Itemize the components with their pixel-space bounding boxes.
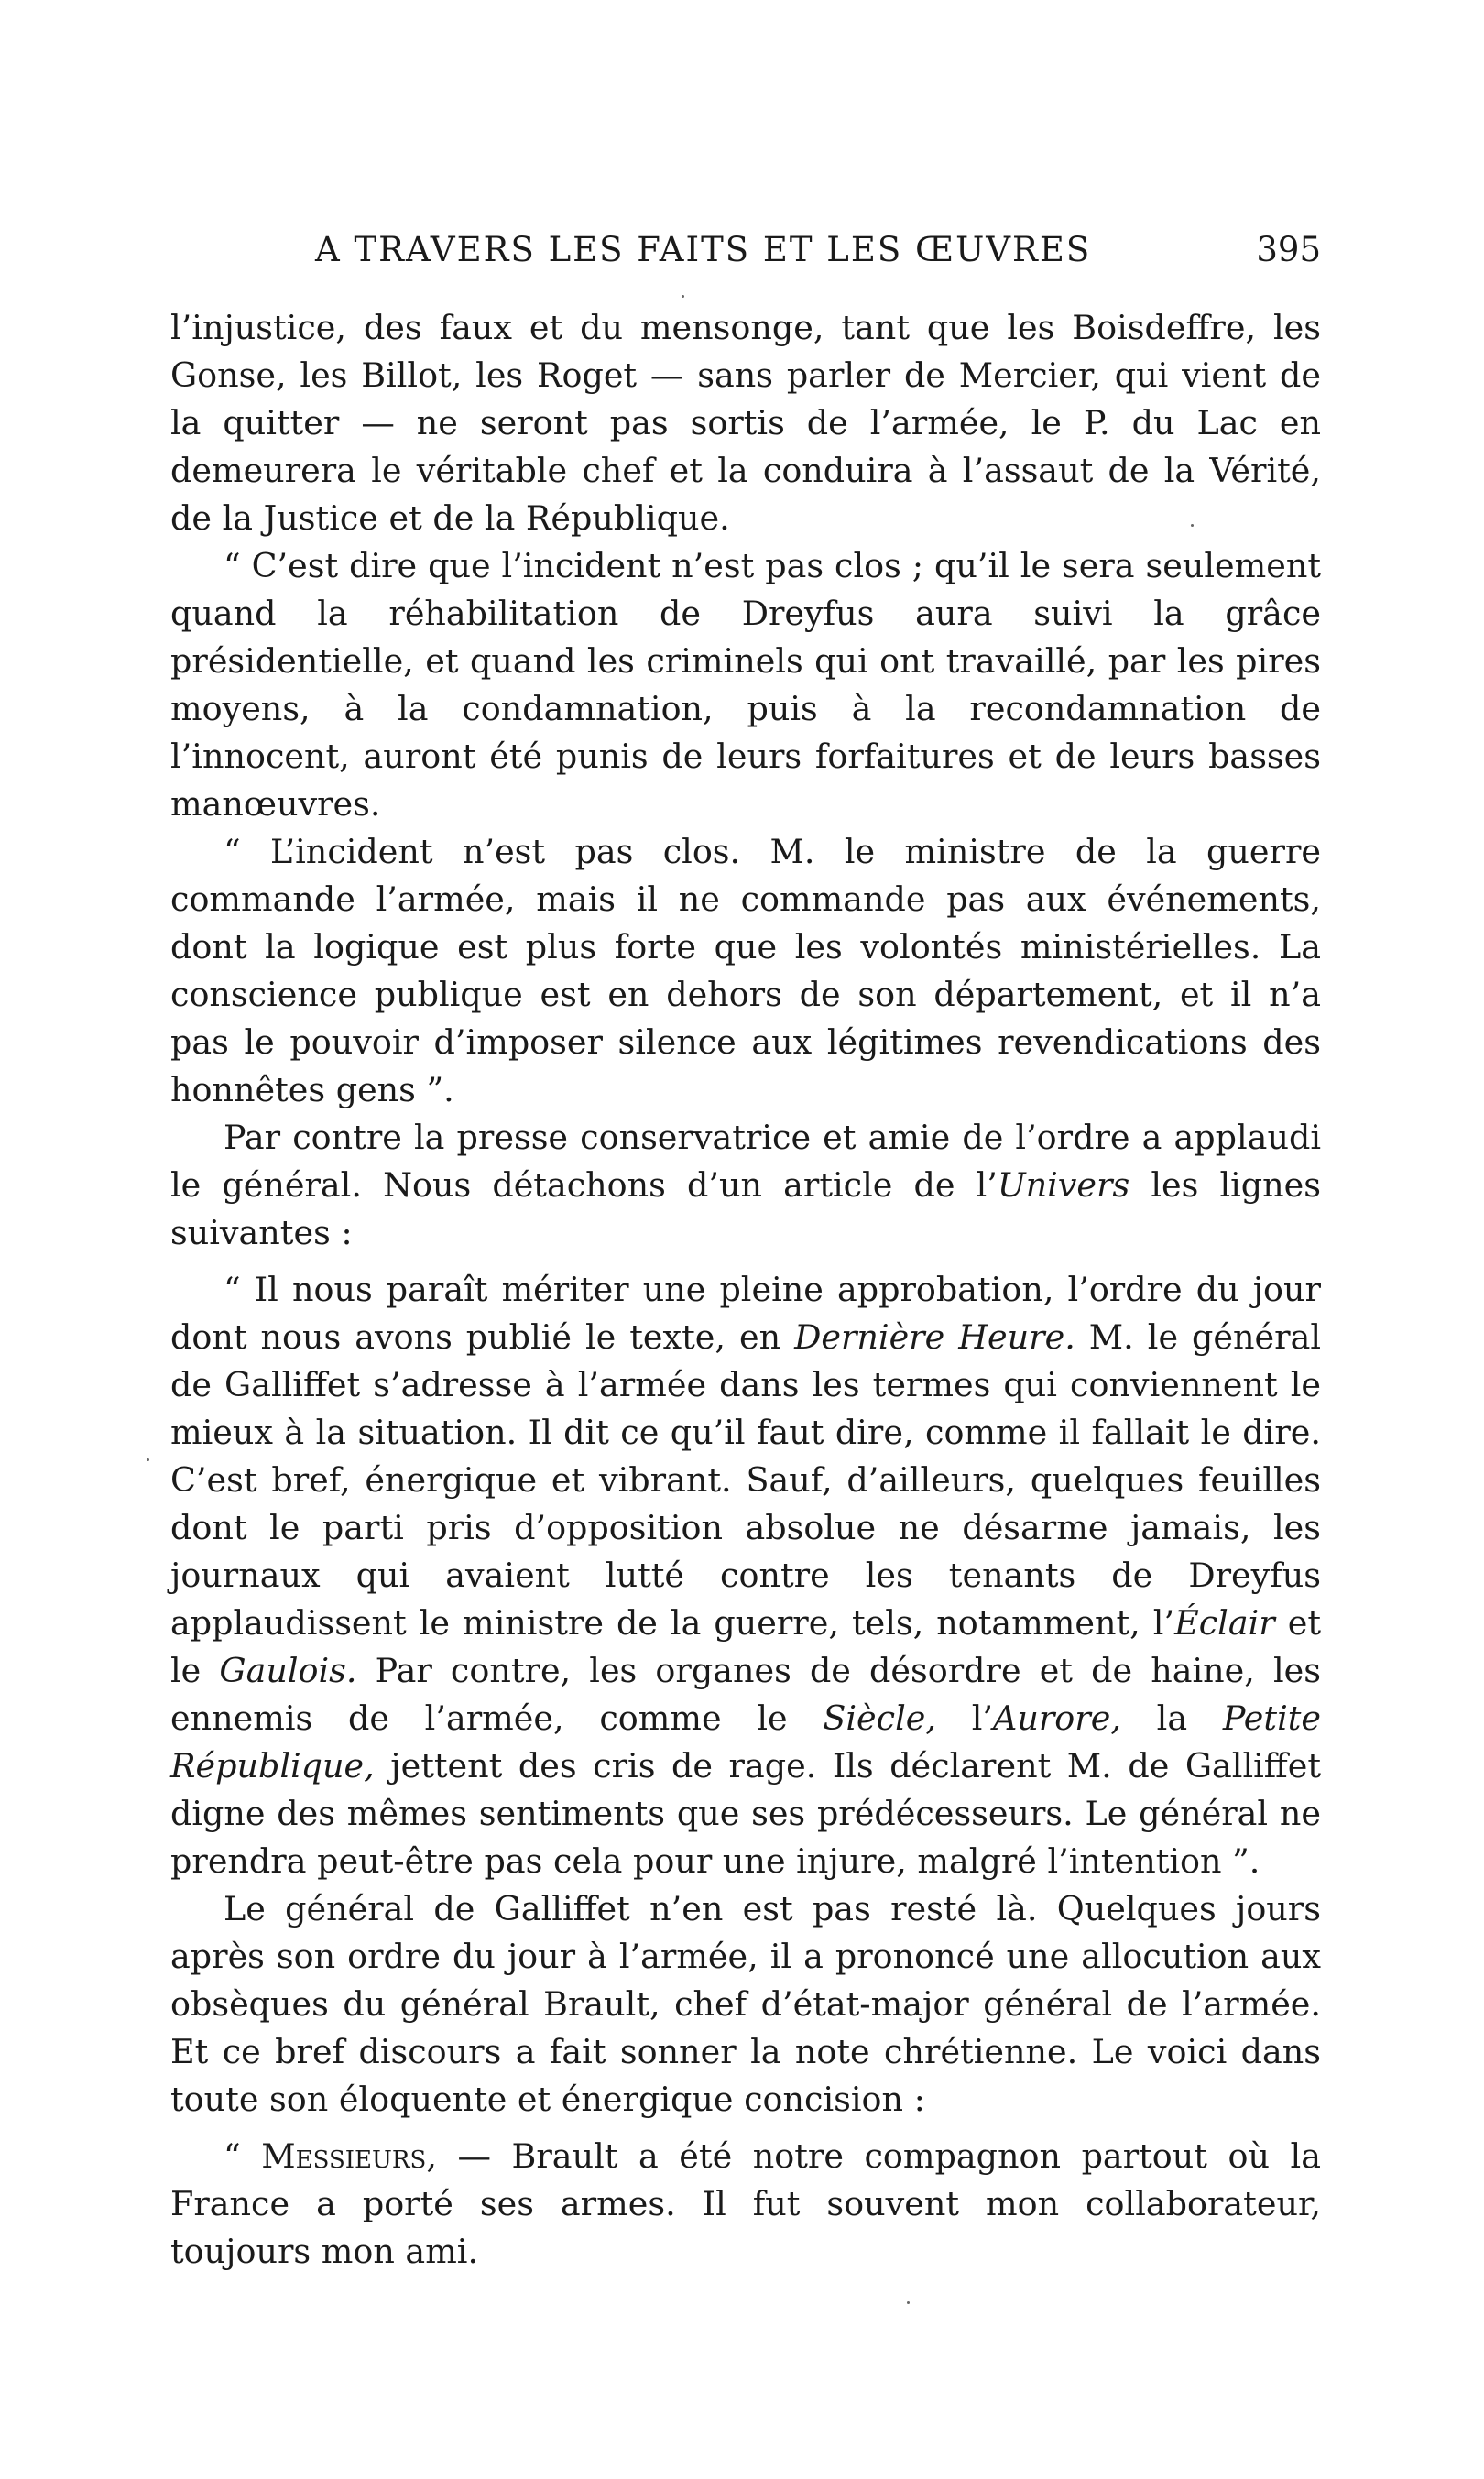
- scan-speck: [147, 1458, 149, 1461]
- running-title: A TRAVERS LES FAITS ET LES ŒUVRES: [315, 230, 1092, 269]
- scan-speck: [1191, 524, 1194, 527]
- paragraph-7-text-a: “: [224, 2136, 262, 2176]
- paragraph-5-text-i: l’: [935, 1698, 993, 1738]
- univers-title: Univers: [997, 1165, 1130, 1205]
- paragraph-7-text-c: , — Brault a été notre compagnon partout où la France a porté ses armes. Il fut souvent mon collaborateur, toujours mon ami.: [170, 2136, 1321, 2271]
- paragraph-5-text-c: M. le général de Galliffet s’adresse à l’armée dans les termes qui conviennent le mieux à la situation. Il dit ce qu’il faut dire, comme il fallait le dire. C’est bref, énergique et vibrant. Sauf, d’ailleurs, quelques feuilles dont le parti pris d’opposition absolue ne désarme jamais, les journaux qui avaient lutté contre les tenants de Dreyfus applaudissent le ministre de la guerre, tels, notamment, l’: [170, 1317, 1321, 1643]
- paragraph-5-text-g: Par contre, les organes de désordre et de haine, les ennemis de l’armée, comme le: [170, 1651, 1321, 1738]
- paragraph-2: “ C’est dire que l’incident n’est pas clos ; qu’il le sera seulement quand la réhabilitation de Dreyfus aura suivi la grâce présidentielle, et quand les criminels qui ont travaillé, par les pires moyens, à la condamnation, puis à la recondamnation de l’innocent, auront été punis de leurs forfaitures et de leurs basses manœuvres.: [170, 546, 1321, 824]
- paragraph-3: “ L’incident n’est pas clos. M. le ministre de la guerre commande l’armée, mais il ne commande pas aux événements, dont la logique est plus forte que les volontés ministérielles. La conscience publique est en dehors de son département, et il n’a pas le pouvoir d’imposer silence aux légitimes revendications des honnêtes gens ”.: [170, 832, 1321, 1109]
- paragraph-5-text-e: et le: [170, 1603, 1322, 1690]
- paragraph-1: l’injustice, des faux et du mensonge, tant que les Boisdeffre, les Gonse, les Billot, les Roget — sans parler de Mercier, qui vient de la quitter — ne seront pas sortis de l’armée, le P. du Lac en demeurera le véritable chef et la conduira à l’assaut de la Vérité, de la Justice et de la République.: [170, 308, 1321, 538]
- paragraph-5-text-m: jettent des cris de rage. Ils déclarent M. de Galliffet digne des mêmes sentiments que ses prédécesseurs. Le général ne prendra peut-être pas cela pour une injure, malgré l’intention ”.: [170, 1746, 1321, 1881]
- scan-speck: [682, 295, 684, 298]
- page-number: 395: [1256, 230, 1321, 269]
- paragraph-4-text-c: les lignes suivantes :: [170, 1165, 1321, 1252]
- paragraph-6: Le général de Galliffet n’en est pas resté là. Quelques jours après son ordre du jour à l’armée, il a prononcé une allocution aux obsèques du général Brault, chef d’état-major général de l’armée. Et ce bref discours a fait sonner la note chrétienne. Le voici dans toute son éloquente et énergique concision :: [170, 1889, 1321, 2119]
- siecle-title: Siècle,: [823, 1698, 936, 1738]
- paragraph-5-text-k: la: [1120, 1698, 1223, 1738]
- paragraph-5: [170, 1266, 1321, 1885]
- running-head: [170, 227, 1321, 273]
- paragraph-4-text-a: Par contre la presse conservatrice et amie de l’ordre a applaudi le général. Nous détachons d’un article de l’: [170, 1118, 1321, 1205]
- derniere-heure-title: Dernière Heure.: [794, 1317, 1075, 1357]
- scan-speck: [907, 2301, 910, 2304]
- body-text: [170, 304, 1321, 2276]
- paragraph-4: [170, 1114, 1321, 1257]
- eclair-title: Éclair: [1174, 1603, 1275, 1643]
- gaulois-title: Gaulois.: [219, 1651, 357, 1690]
- aurore-title: Aurore,: [992, 1698, 1121, 1738]
- paragraph-5-text-a: “ Il nous paraît mériter une pleine approbation, l’ordre du jour dont nous avons publié le texte, en: [170, 1270, 1321, 1357]
- petite-republique-title: Petite République,: [170, 1698, 1322, 1786]
- salutation: Messieurs: [261, 2136, 427, 2176]
- paragraph-7: [170, 2133, 1321, 2276]
